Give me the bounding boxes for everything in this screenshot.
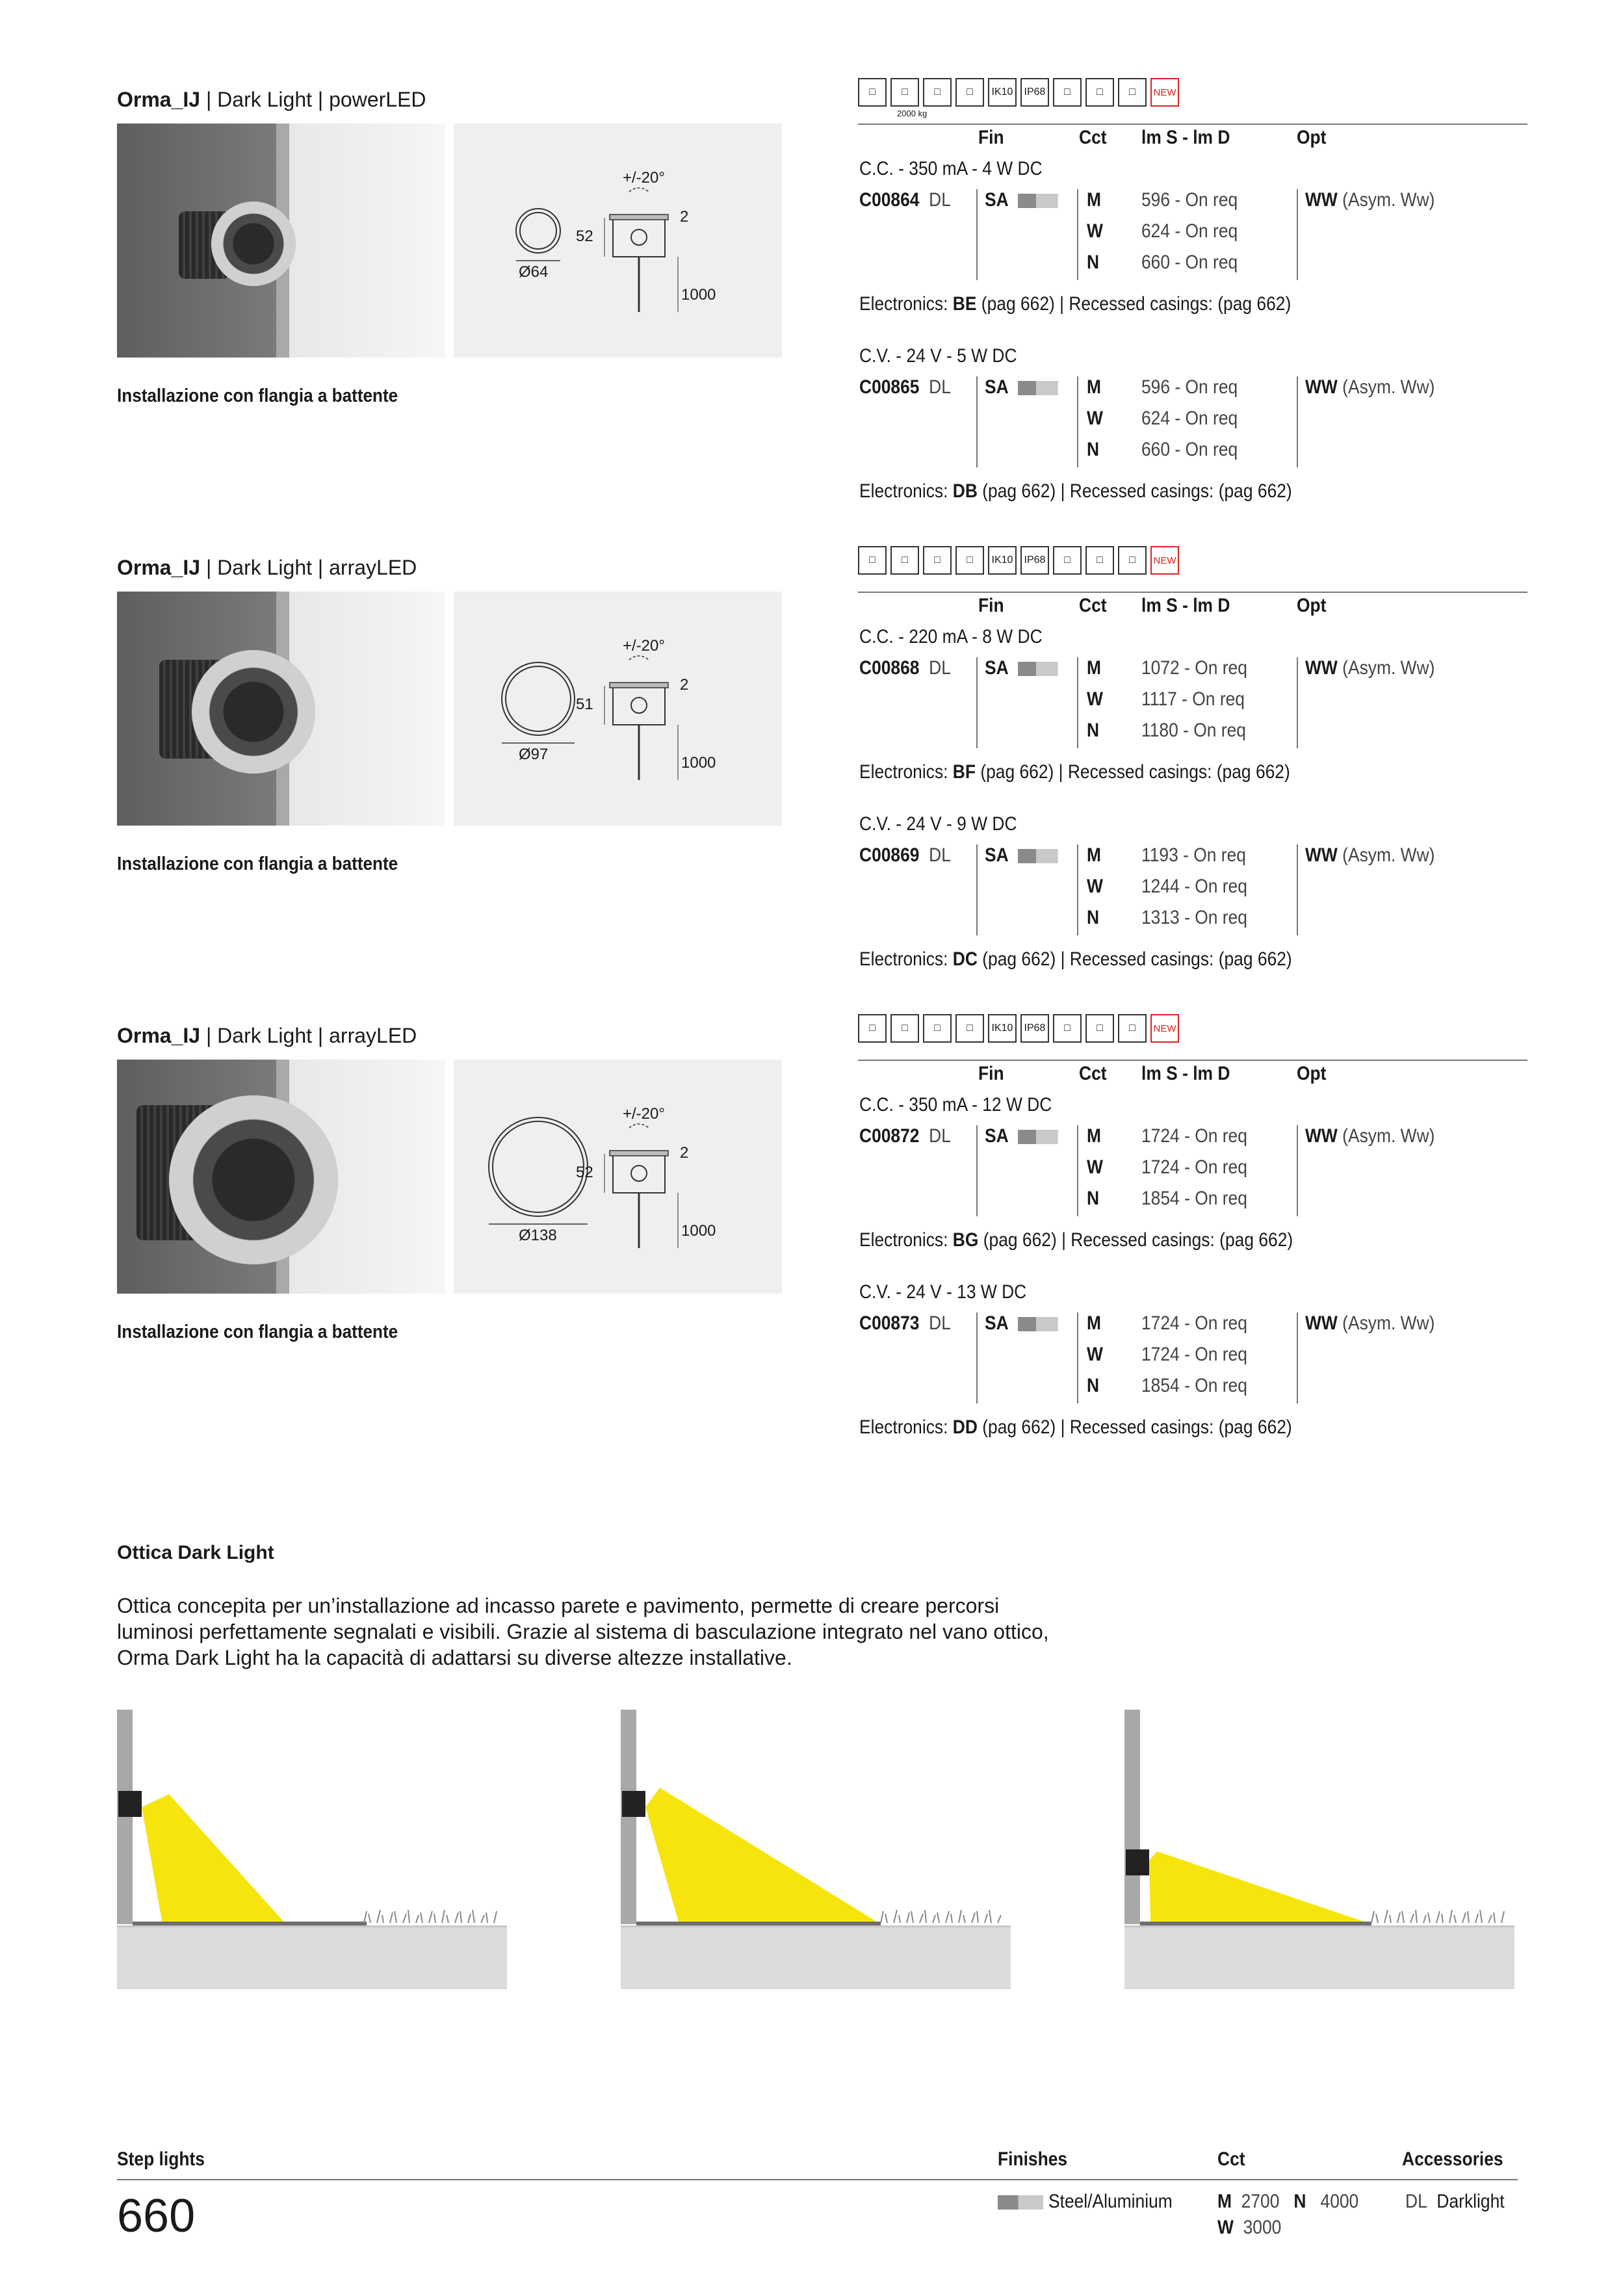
luminaire xyxy=(1126,1849,1149,1875)
finishes-label: Finishes xyxy=(998,2148,1068,2170)
light-direction-icon: □ xyxy=(1085,78,1114,107)
supply-spec: C.V. - 24 V - 9 W DC xyxy=(859,813,1017,835)
lumen-value: 596 - On req xyxy=(1141,376,1238,398)
column-divider xyxy=(1077,657,1078,748)
surface-icon: □ xyxy=(1118,1014,1147,1043)
cct-code: W xyxy=(1087,1344,1103,1365)
column-divider xyxy=(1077,376,1078,467)
ik10-icon: IK10 xyxy=(988,546,1017,575)
spec-header-divider xyxy=(858,1060,1527,1061)
cct-code: N xyxy=(1087,1188,1100,1209)
class-iii-icon: □ xyxy=(923,1014,952,1043)
accessory-item: DL Darklight xyxy=(1405,2191,1505,2212)
header-fin: Fin xyxy=(978,595,1004,616)
header-fin: Fin xyxy=(978,1063,1004,1084)
class-iii-icon: □ xyxy=(923,546,952,575)
fixing-icon: □ xyxy=(858,1014,887,1043)
tilt-label: +/-20° xyxy=(623,637,665,655)
spec-header-divider xyxy=(858,124,1527,125)
cct-code: N xyxy=(1087,1375,1100,1396)
dimension-drawing xyxy=(454,1060,782,1294)
flange-label: 2 xyxy=(680,208,689,226)
header-cct: Cct xyxy=(1079,1063,1107,1084)
lumen-value: 1244 - On req xyxy=(1141,876,1247,897)
electronics-note: Electronics: DD (pag 662) | Recessed casings: (pag 662) xyxy=(859,1416,1292,1438)
column-divider xyxy=(1077,1125,1078,1216)
cct-code: N xyxy=(1087,439,1100,460)
product-code-row: C00872 DL xyxy=(859,1125,951,1147)
angle-icon: □ xyxy=(1053,78,1082,107)
supply-spec: C.V. - 24 V - 13 W DC xyxy=(859,1281,1027,1303)
ip68-icon: IP68 xyxy=(1020,546,1049,575)
electronics-note: Electronics: DC (pag 662) | Recessed casings: (pag 662) xyxy=(859,948,1292,970)
page-number: 660 xyxy=(117,2190,196,2242)
install-note: Installazione con flangia a battente xyxy=(117,385,398,406)
cct-code: M xyxy=(1087,844,1101,866)
ik10-icon: IK10 xyxy=(988,1014,1017,1043)
cct-code: N xyxy=(1087,720,1100,741)
column-divider xyxy=(976,1125,978,1216)
height-label: 52 xyxy=(576,1164,593,1181)
lumen-value: 596 - On req xyxy=(1141,189,1238,211)
lumen-value: 1072 - On req xyxy=(1141,657,1247,679)
lumen-value: 1180 - On req xyxy=(1141,720,1246,741)
cable-label: 1000 xyxy=(681,286,716,304)
angle-icon: □ xyxy=(1053,546,1082,575)
diameter-label: Ø138 xyxy=(519,1227,557,1244)
column-divider xyxy=(1297,1125,1298,1216)
optic-code: WW (Asym. Ww) xyxy=(1305,657,1435,679)
tilt-label: +/-20° xyxy=(623,1105,665,1123)
finish-code: SA xyxy=(985,189,1058,211)
foot-traffic-icon: □ xyxy=(890,546,919,575)
diameter-label: Ø97 xyxy=(519,746,549,763)
cct-code: W xyxy=(1087,688,1103,710)
light-beam xyxy=(1149,1851,1371,1924)
column-divider xyxy=(976,376,978,467)
header-cct: Cct xyxy=(1079,595,1107,616)
column-divider xyxy=(1297,189,1298,280)
product-photo xyxy=(117,592,445,826)
header-lumens: lm S - lm D xyxy=(1141,127,1230,148)
lumen-value: 1724 - On req xyxy=(1141,1344,1247,1365)
lumen-value: 1313 - On req xyxy=(1141,907,1247,928)
tilt-label: +/-20° xyxy=(623,169,665,187)
header-opt: Opt xyxy=(1297,127,1327,148)
foot-traffic-icon: □ xyxy=(890,1014,919,1043)
flange-label: 2 xyxy=(680,676,689,694)
column-divider xyxy=(1077,189,1078,280)
electronics-note: Electronics: BE (pag 662) | Recessed casings: (pag 662) xyxy=(859,293,1292,315)
column-divider xyxy=(976,844,978,935)
class-iii-icon: □ xyxy=(923,78,952,107)
cct-code: W xyxy=(1087,876,1103,897)
finish-item: Steel/Aluminium xyxy=(998,2191,1189,2213)
column-divider xyxy=(1297,1312,1298,1403)
ik10-icon: IK10 xyxy=(988,78,1017,107)
product-title: Orma_IJ | Dark Light | arrayLED xyxy=(117,556,417,579)
column-divider xyxy=(1297,844,1298,935)
cct-code: M xyxy=(1087,376,1101,398)
optic-code: WW (Asym. Ww) xyxy=(1305,1125,1435,1147)
scene-mid-mount xyxy=(621,1710,1011,1989)
product-code-row: C00873 DL xyxy=(859,1312,951,1334)
electronics-note: Electronics: BF (pag 662) | Recessed casings: (pag 662) xyxy=(859,761,1290,783)
optic-code: WW (Asym. Ww) xyxy=(1305,376,1435,398)
lumen-value: 1724 - On req xyxy=(1141,1125,1247,1147)
product-photo xyxy=(117,1060,445,1294)
finish-code: SA xyxy=(985,1312,1058,1335)
header-fin: Fin xyxy=(978,127,1004,148)
column-divider xyxy=(976,189,978,280)
lumen-value: 1724 - On req xyxy=(1141,1312,1247,1334)
height-label: 51 xyxy=(576,696,593,713)
electronics-note: Electronics: BG (pag 662) | Recessed casings: (pag 662) xyxy=(859,1229,1293,1251)
finish-swatch xyxy=(1018,194,1058,208)
dimension-drawing xyxy=(454,124,782,358)
cct-values-2: W 3000 xyxy=(1217,2217,1282,2238)
column-divider xyxy=(976,1312,978,1403)
angle-icon: □ xyxy=(1053,1014,1082,1043)
cable-label: 1000 xyxy=(681,1222,716,1240)
no-insulation-icon: □ xyxy=(955,546,984,575)
new-icon: NEW xyxy=(1150,546,1179,575)
lumen-value: 1854 - On req xyxy=(1141,1375,1247,1396)
column-divider xyxy=(976,657,978,748)
product-code-row: C00865 DL xyxy=(859,376,951,398)
electronics-note: Electronics: DB (pag 662) | Recessed casings: (pag 662) xyxy=(859,480,1292,502)
scene-high-mount xyxy=(117,1710,507,1989)
column-divider xyxy=(1077,844,1078,935)
supply-spec: C.C. - 350 mA - 4 W DC xyxy=(859,158,1043,179)
load-icon: □ xyxy=(890,78,919,107)
finish-swatch xyxy=(1018,1130,1058,1144)
product-code-row: C00869 DL xyxy=(859,844,951,866)
luminaire xyxy=(118,1791,142,1817)
optic-code: WW (Asym. Ww) xyxy=(1305,189,1435,211)
lumen-value: 624 - On req xyxy=(1141,220,1238,242)
cct-code: W xyxy=(1087,220,1103,242)
surface-icon: □ xyxy=(1118,546,1147,575)
column-divider xyxy=(1297,657,1298,748)
lumen-value: 660 - On req xyxy=(1141,439,1238,460)
no-insulation-icon: □ xyxy=(955,78,984,107)
accessories-label: Accessories xyxy=(1402,2148,1503,2170)
product-photo xyxy=(117,124,445,358)
cct-code: N xyxy=(1087,907,1100,928)
footer-divider xyxy=(117,2179,1518,2180)
cct-code: M xyxy=(1087,1125,1101,1147)
luminaire xyxy=(622,1791,645,1817)
finish-swatch xyxy=(1018,381,1058,395)
height-label: 52 xyxy=(576,228,593,245)
scene-low-mount xyxy=(1124,1710,1514,1989)
header-opt: Opt xyxy=(1297,1063,1327,1084)
lumen-value: 1854 - On req xyxy=(1141,1188,1247,1209)
finish-code: SA xyxy=(985,1125,1058,1147)
install-note: Installazione con flangia a battente xyxy=(117,854,398,874)
product-code-row: C00868 DL xyxy=(859,657,951,679)
diameter-label: Ø64 xyxy=(519,263,549,281)
lumen-value: 624 - On req xyxy=(1141,408,1238,429)
optic-title: Ottica Dark Light xyxy=(117,1542,274,1563)
lumen-value: 1724 - On req xyxy=(1141,1156,1247,1178)
finish-swatch xyxy=(1018,662,1058,676)
ip68-icon: IP68 xyxy=(1020,78,1049,107)
optic-code: WW (Asym. Ww) xyxy=(1305,844,1435,866)
header-opt: Opt xyxy=(1297,595,1327,616)
feature-icons xyxy=(858,1014,1179,1043)
supply-spec: C.C. - 220 mA - 8 W DC xyxy=(859,626,1043,647)
supply-spec: C.C. - 350 mA - 12 W DC xyxy=(859,1094,1052,1115)
cct-code: M xyxy=(1087,657,1101,679)
dimension-drawing xyxy=(454,592,782,826)
light-beam xyxy=(142,1794,286,1924)
new-icon: NEW xyxy=(1150,78,1179,107)
header-cct: Cct xyxy=(1079,127,1107,148)
light-direction-icon: □ xyxy=(1085,546,1114,575)
cct-code: M xyxy=(1087,189,1101,211)
header-lumens: lm S - lm D xyxy=(1141,1063,1230,1084)
finish-code: SA xyxy=(985,657,1058,679)
optic-code: WW (Asym. Ww) xyxy=(1305,1312,1435,1334)
cct-code: W xyxy=(1087,1156,1103,1178)
column-divider xyxy=(1297,376,1298,467)
column-divider xyxy=(1077,1312,1078,1403)
light-beam xyxy=(645,1788,881,1924)
optic-description: Ottica concepita per un’installazione ad incasso parete e pavimento, permette di creare percorsi luminosi perfettamente segnalati e visibili. Grazie al sistema di basculazione integrato nel vano ottico, Orma Dark Light ha la capacità di adattarsi su diverse altezze installative. xyxy=(117,1594,1049,1669)
lumen-value: 1117 - On req xyxy=(1141,688,1245,710)
lumen-value: 1193 - On req xyxy=(1141,844,1246,866)
supply-spec: C.V. - 24 V - 5 W DC xyxy=(859,345,1017,367)
cct-code: N xyxy=(1087,252,1100,273)
finish-swatch xyxy=(998,2195,1043,2210)
surface-icon: □ xyxy=(1118,78,1147,107)
fixing-icon: □ xyxy=(858,78,887,107)
cct-label: Cct xyxy=(1217,2148,1245,2170)
light-direction-icon: □ xyxy=(1085,1014,1114,1043)
product-title: Orma_IJ | Dark Light | arrayLED xyxy=(117,1024,417,1047)
feature-icons xyxy=(858,78,1179,107)
new-icon: NEW xyxy=(1150,1014,1179,1043)
cct-code: W xyxy=(1087,408,1103,429)
section-name: Step lights xyxy=(117,2148,205,2170)
product-title: Orma_IJ | Dark Light | powerLED xyxy=(117,88,426,111)
spec-header-divider xyxy=(858,592,1527,593)
finish-code: SA xyxy=(985,844,1058,867)
no-insulation-icon: □ xyxy=(955,1014,984,1043)
finish-code: SA xyxy=(985,376,1058,398)
product-code-row: C00864 DL xyxy=(859,189,951,211)
finish-swatch xyxy=(1018,1317,1058,1331)
load-rating: 2000 kg xyxy=(897,109,928,118)
fixing-icon: □ xyxy=(858,546,887,575)
header-lumens: lm S - lm D xyxy=(1141,595,1230,616)
cable-label: 1000 xyxy=(681,754,716,772)
cct-code: M xyxy=(1087,1312,1101,1334)
feature-icons xyxy=(858,546,1179,575)
flange-label: 2 xyxy=(680,1144,689,1162)
ip68-icon: IP68 xyxy=(1020,1014,1049,1043)
cct-values: M 2700 N 4000 xyxy=(1217,2191,1359,2212)
finish-swatch xyxy=(1018,849,1058,863)
lumen-value: 660 - On req xyxy=(1141,252,1238,273)
install-note: Installazione con flangia a battente xyxy=(117,1322,398,1342)
